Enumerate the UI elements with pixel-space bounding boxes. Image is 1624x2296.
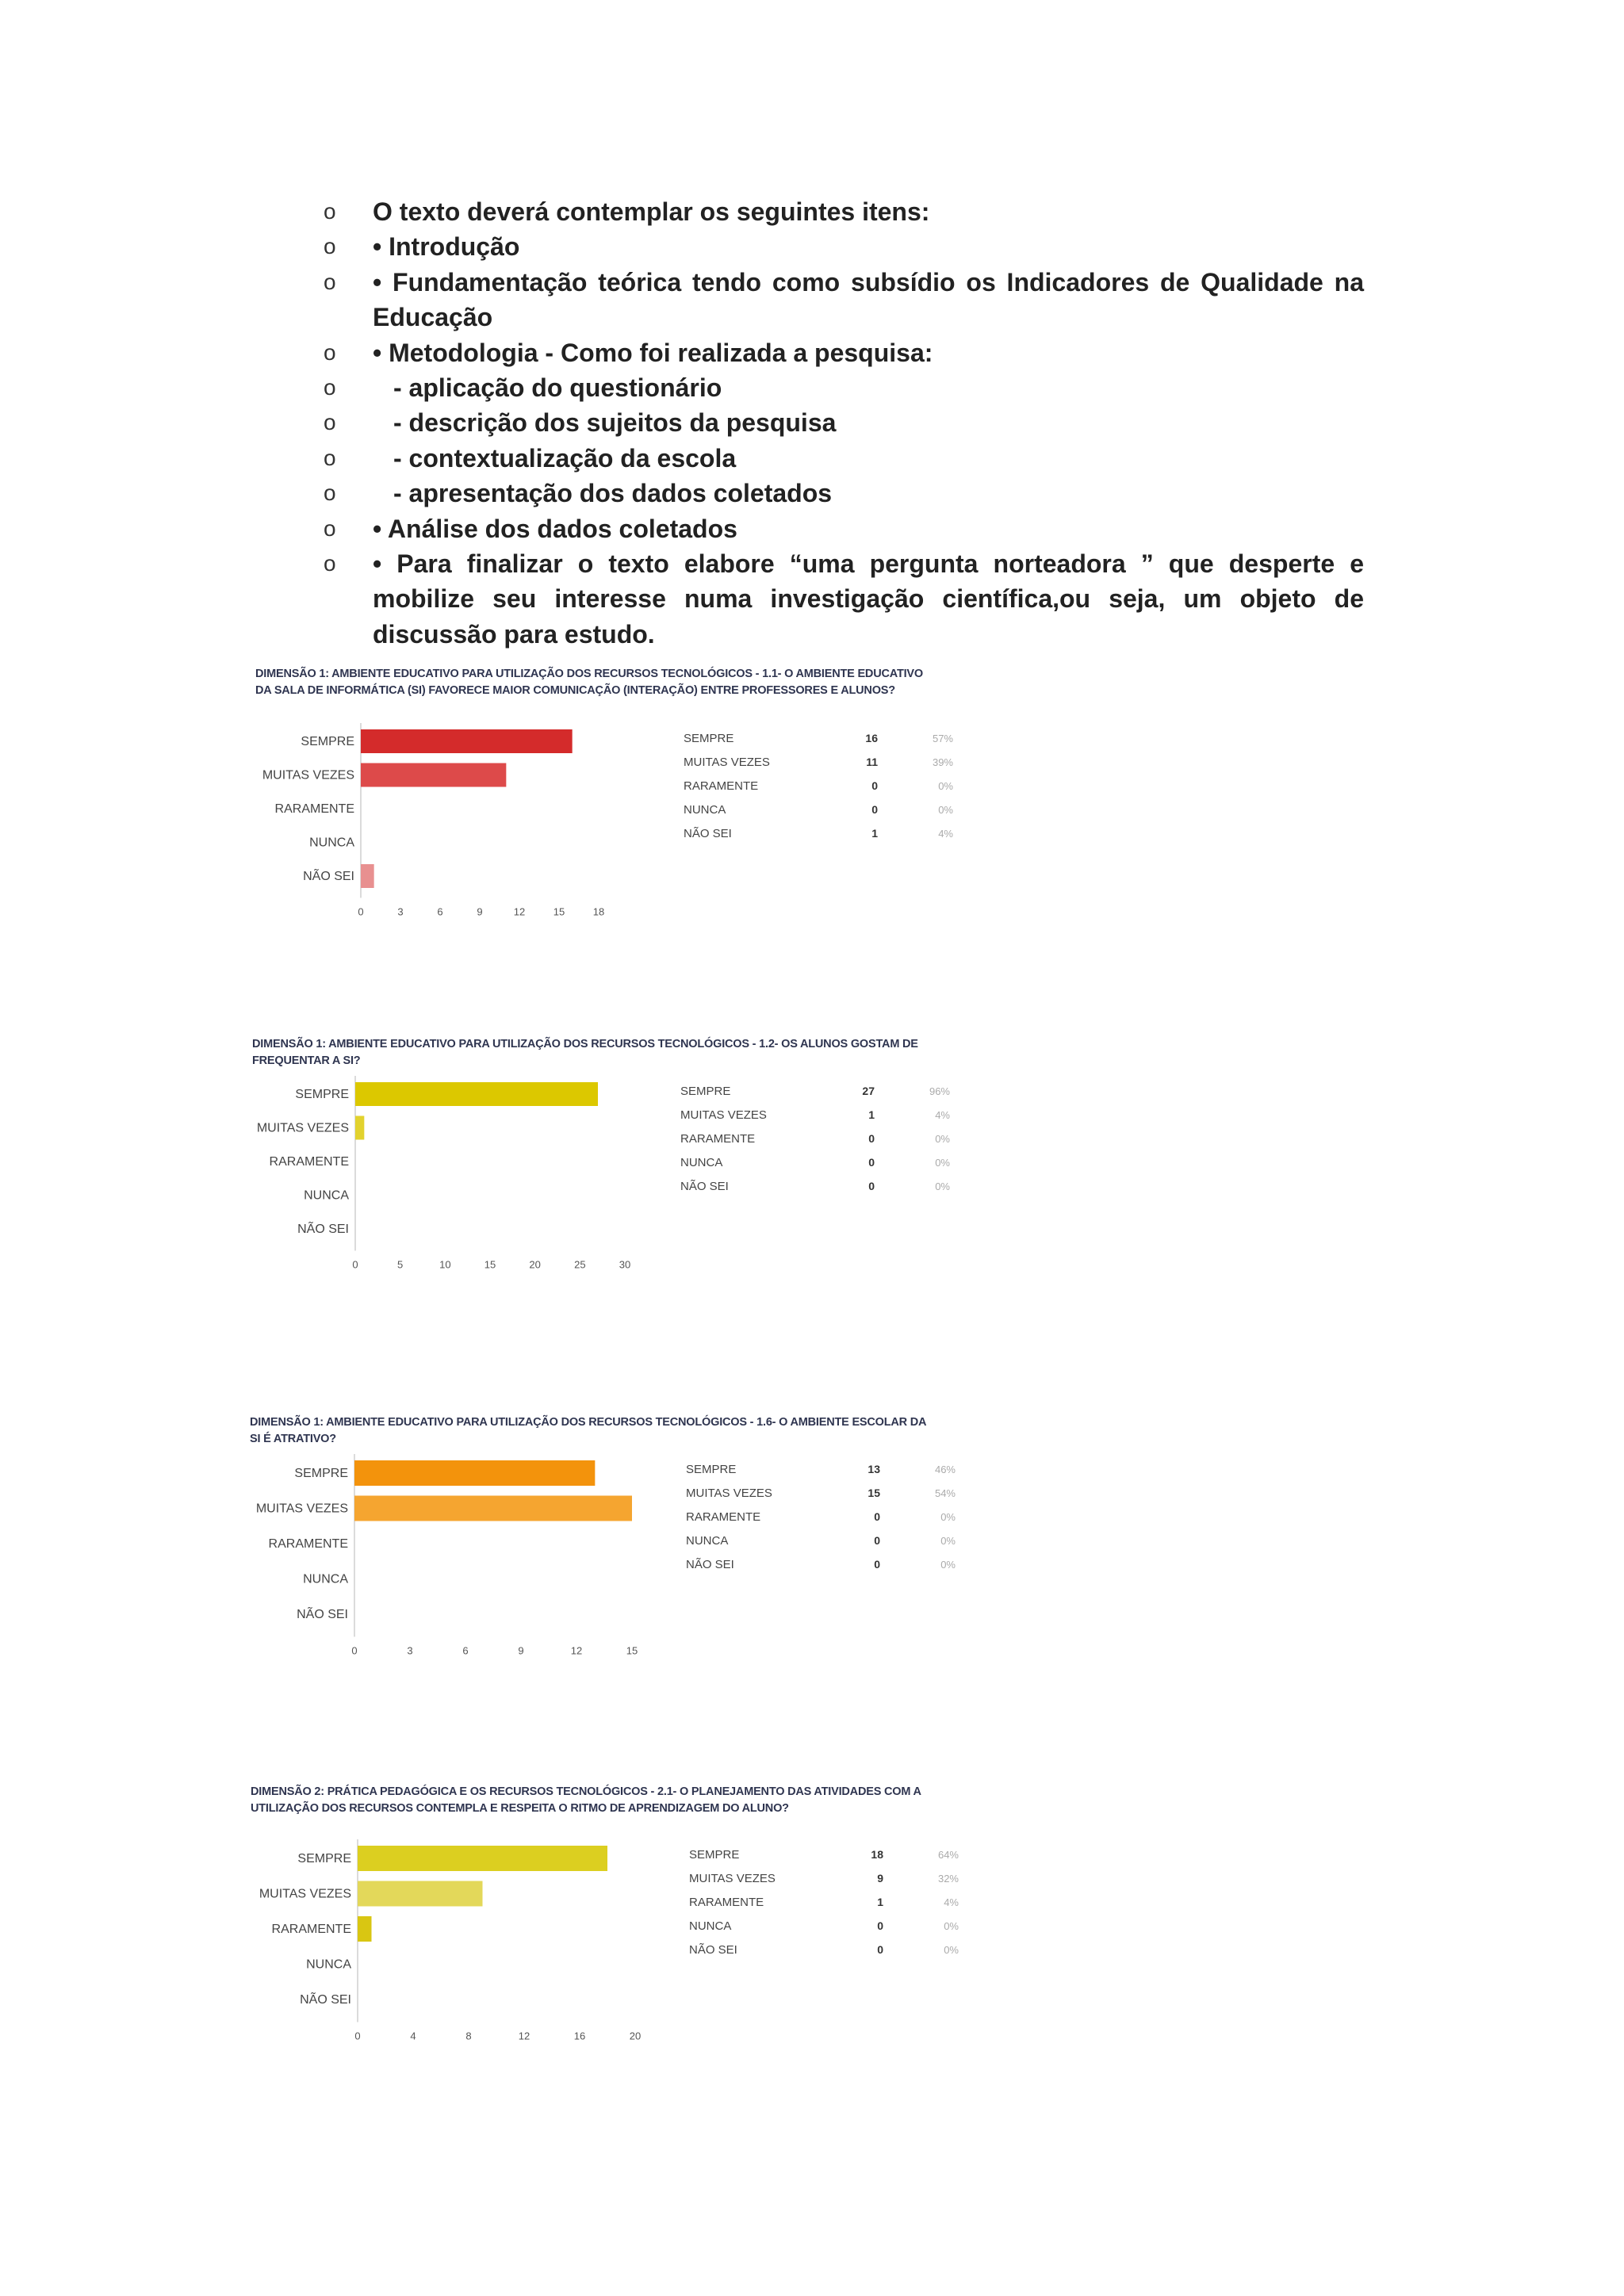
table-percent: 0% (940, 1535, 956, 1547)
table-count: 0 (874, 1510, 880, 1523)
bar-chart-svg (252, 1036, 966, 1283)
x-tick-label: 4 (410, 2030, 416, 2042)
bar (358, 1916, 372, 1942)
table-category: RARAMENTE (686, 1510, 761, 1524)
table-percent: 0% (938, 804, 953, 816)
x-tick-label: 12 (513, 905, 526, 918)
category-label: RARAMENTE (268, 1537, 348, 1551)
list-item-text: - contextualização da escola (393, 443, 737, 473)
list-item (317, 476, 1364, 511)
bullet-marker: o (324, 410, 336, 435)
chart-title: DIMENSÃO 1: AMBIENTE EDUCATIVO PARA UTILIZAÇÃO DOS RECURSOS TECNOLÓGICOS - 1.2- OS ALUNOS GOSTAM DE FREQUENTAR A SI? (252, 1038, 918, 1067)
table-percent: 0% (940, 1511, 956, 1523)
table-category: NUNCA (689, 1919, 732, 1933)
table-category: SEMPRE (689, 1848, 740, 1862)
table-percent: 0% (944, 1944, 959, 1956)
category-label: RARAMENTE (271, 1923, 351, 1936)
bullet-marker: o (324, 339, 336, 365)
bar (355, 1082, 598, 1106)
bar (361, 729, 573, 753)
table-percent: 4% (938, 828, 953, 840)
category-label: SEMPRE (301, 735, 354, 748)
table-count: 15 (868, 1487, 880, 1499)
table-percent: 0% (944, 1920, 959, 1932)
list-item (317, 511, 1364, 546)
x-tick-label: 20 (529, 1258, 541, 1271)
table-percent: 0% (935, 1157, 950, 1169)
x-tick-label: 6 (437, 905, 443, 918)
table-count: 1 (871, 827, 878, 840)
table-category: NÃO SEI (686, 1558, 734, 1571)
table-category: MUITAS VEZES (689, 1872, 776, 1885)
table-category: NUNCA (686, 1534, 729, 1548)
x-tick-label: 3 (407, 1644, 413, 1657)
list-item-text: • Introdução (373, 232, 520, 262)
list-item (317, 265, 1364, 335)
table-count: 27 (862, 1085, 875, 1097)
x-tick-label: 8 (465, 2030, 472, 2042)
table-count: 9 (877, 1872, 883, 1885)
category-label: NÃO SEI (297, 1608, 348, 1621)
list-item (317, 546, 1364, 652)
category-label: RARAMENTE (269, 1155, 349, 1169)
x-tick-label: 15 (626, 1644, 638, 1657)
category-label: NUNCA (303, 1572, 348, 1586)
list-item-text: - aplicação do questionário (393, 373, 722, 403)
category-label: NÃO SEI (300, 1993, 351, 2007)
category-label: NÃO SEI (297, 1223, 349, 1236)
table-count: 11 (866, 756, 878, 768)
bullet-marker: o (324, 551, 336, 576)
bar (361, 763, 506, 787)
table-count: 0 (874, 1534, 880, 1547)
x-tick-label: 20 (629, 2030, 642, 2042)
bar (355, 1116, 364, 1140)
table-category: SEMPRE (684, 732, 734, 745)
table-percent: 39% (932, 756, 953, 768)
list-item (317, 370, 1364, 405)
x-tick-label: 15 (484, 1258, 496, 1271)
table-percent: 96% (929, 1085, 950, 1097)
chart-title: DIMENSÃO 1: AMBIENTE EDUCATIVO PARA UTILIZAÇÃO DOS RECURSOS TECNOLÓGICOS - 1.1- O AMBIENTE EDUCATIVO DA SALA DE INFORMÁTICA (SI) FAVORECE MAIOR COMUNICAÇÃO (INTERAÇÃO) ENTRE PROFESSORES E ALUNOS? (255, 668, 923, 697)
table-count: 16 (865, 732, 878, 744)
bullet-marker: o (324, 234, 336, 259)
x-tick-label: 25 (574, 1258, 586, 1271)
table-count: 13 (868, 1463, 880, 1475)
list-item-text: • Fundamentação teórica tendo como subsídio os Indicadores de Qualidade na Educação (373, 267, 1364, 332)
table-category: NÃO SEI (684, 827, 732, 840)
x-tick-label: 10 (439, 1258, 451, 1271)
x-tick-label: 15 (553, 905, 565, 918)
bar (354, 1460, 595, 1486)
table-category: MUITAS VEZES (684, 756, 770, 769)
table-percent: 46% (934, 1464, 956, 1475)
chart-title: DIMENSÃO 1: AMBIENTE EDUCATIVO PARA UTILIZAÇÃO DOS RECURSOS TECNOLÓGICOS - 1.6- O AMBIENTE ESCOLAR DA SI É ATRATIVO? (250, 1416, 926, 1445)
list-item-text: - descrição dos sujeitos da pesquisa (393, 408, 837, 438)
table-category: NÃO SEI (680, 1180, 729, 1193)
table-count: 1 (868, 1108, 875, 1121)
x-tick-label: 6 (462, 1644, 469, 1657)
table-count: 0 (868, 1180, 875, 1192)
table-count: 1 (877, 1896, 883, 1908)
x-tick-label: 12 (570, 1644, 583, 1657)
bar-chart-svg (250, 1414, 963, 1669)
list-item-text: - apresentação dos dados coletados (393, 479, 833, 508)
category-label: SEMPRE (297, 1852, 351, 1866)
category-label: NÃO SEI (303, 870, 354, 883)
bar-chart-svg (251, 1784, 964, 2054)
bullet-marker: o (324, 515, 336, 541)
bar (358, 1846, 607, 1871)
table-category: MUITAS VEZES (680, 1108, 767, 1122)
x-tick-label: 18 (592, 905, 605, 918)
instructions-list (317, 194, 1364, 652)
x-tick-label: 16 (573, 2030, 586, 2042)
table-count: 0 (868, 1156, 875, 1169)
bar-chart-svg (255, 666, 969, 930)
table-percent: 0% (938, 780, 953, 792)
x-tick-label: 0 (358, 905, 364, 918)
category-label: MUITAS VEZES (256, 1121, 349, 1135)
table-category: RARAMENTE (689, 1896, 764, 1909)
table-category: MUITAS VEZES (686, 1487, 772, 1500)
x-tick-label: 30 (619, 1258, 631, 1271)
chart-title: DIMENSÃO 2: PRÁTICA PEDAGÓGICA E OS RECURSOS TECNOLÓGICOS - 2.1- O PLANEJAMENTO DAS ATIVIDADES COM A UTILIZAÇÃO DOS RECURSOS CONTEMPLA E RESPEITA O RITMO DE APRENDIZAGEM DO ALUNO? (251, 1785, 921, 1815)
bullet-marker: o (324, 375, 336, 400)
table-category: NUNCA (684, 803, 726, 817)
table-count: 0 (871, 803, 878, 816)
list-item (317, 229, 1364, 264)
category-label: SEMPRE (295, 1088, 349, 1101)
table-count: 0 (877, 1919, 883, 1932)
chart-1 (255, 666, 969, 936)
bullet-marker: o (324, 199, 336, 224)
category-label: NUNCA (306, 1957, 351, 1972)
table-category: SEMPRE (680, 1085, 731, 1098)
list-item (317, 335, 1364, 370)
chart-2 (252, 1036, 966, 1306)
table-count: 0 (877, 1943, 883, 1956)
list-item-text: • Metodologia - Como foi realizada a pesquisa: (373, 338, 933, 367)
bullet-marker: o (324, 445, 336, 470)
x-tick-label: 9 (477, 905, 483, 918)
list-item-text: • Para finalizar o texto elabore “uma pergunta norteadora ” que desperte e mobilize seu interesse numa investigação científica,ou seja, um objeto de discussão para estudo. (373, 549, 1364, 649)
list-item (317, 441, 1364, 476)
category-label: RARAMENTE (274, 802, 354, 816)
list-item (317, 194, 1364, 229)
table-count: 0 (868, 1132, 875, 1145)
bar (361, 864, 374, 888)
x-tick-label: 0 (354, 2030, 361, 2042)
list-item-text: • Análise dos dados coletados (373, 514, 737, 543)
chart-4 (251, 1784, 964, 2053)
table-category: RARAMENTE (684, 779, 759, 793)
table-percent: 4% (944, 1896, 959, 1908)
list-item (317, 405, 1364, 440)
table-count: 18 (871, 1848, 883, 1861)
list-item-text: O texto deverá contemplar os seguintes itens: (373, 197, 930, 226)
table-category: NÃO SEI (689, 1943, 737, 1957)
category-label: MUITAS VEZES (255, 1502, 348, 1516)
table-count: 0 (874, 1558, 880, 1571)
table-percent: 57% (932, 733, 953, 744)
table-category: RARAMENTE (680, 1132, 756, 1146)
table-count: 0 (871, 779, 878, 792)
x-tick-label: 0 (351, 1644, 358, 1657)
bullet-marker: o (324, 269, 336, 294)
table-category: SEMPRE (686, 1463, 737, 1476)
x-tick-label: 3 (397, 905, 404, 918)
bar (354, 1496, 632, 1521)
table-category: NUNCA (680, 1156, 723, 1169)
x-tick-label: 9 (518, 1644, 524, 1657)
table-percent: 0% (940, 1559, 956, 1571)
table-percent: 64% (937, 1849, 959, 1861)
category-label: NUNCA (304, 1188, 349, 1203)
chart-3 (250, 1414, 963, 1684)
category-label: MUITAS VEZES (262, 768, 354, 783)
table-percent: 0% (935, 1133, 950, 1145)
table-percent: 32% (937, 1873, 959, 1885)
x-tick-label: 12 (518, 2030, 530, 2042)
bullet-marker: o (324, 480, 336, 506)
x-tick-label: 0 (352, 1258, 358, 1271)
x-tick-label: 5 (397, 1258, 404, 1271)
table-percent: 4% (935, 1109, 950, 1121)
table-percent: 54% (934, 1487, 956, 1499)
bar (358, 1881, 483, 1907)
category-label: NUNCA (309, 836, 354, 850)
category-label: MUITAS VEZES (259, 1887, 351, 1901)
table-percent: 0% (935, 1181, 950, 1192)
category-label: SEMPRE (294, 1467, 348, 1480)
